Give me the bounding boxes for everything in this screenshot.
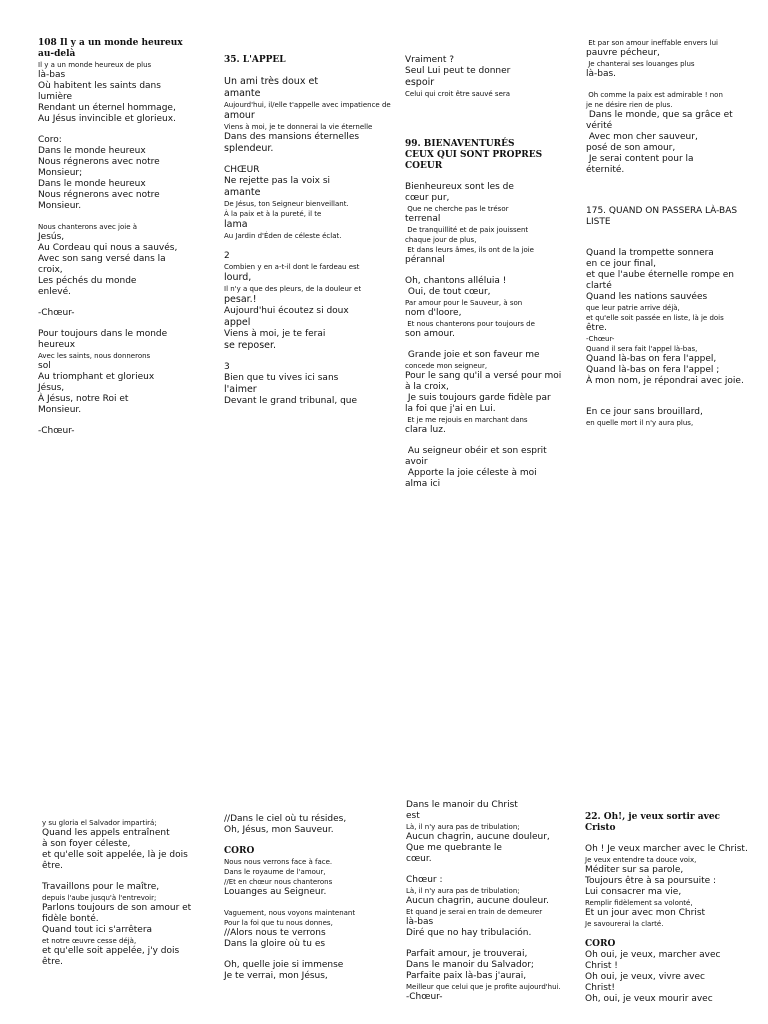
stanza-gap xyxy=(224,352,394,362)
lyric-line: Vaguement, nous voyons maintenant xyxy=(224,909,356,917)
lyric-line: Je savourerai la clarté. xyxy=(585,920,664,928)
top-column-1 xyxy=(38,38,198,437)
stanza-gap xyxy=(405,436,575,446)
lyric-line: Que ne cherche pas le trésor xyxy=(405,205,509,213)
stanza-gap xyxy=(586,176,751,186)
lyric-line: Dans le manoir du Christ xyxy=(406,800,518,810)
lyric-line: être. xyxy=(42,957,63,967)
lyric-line: Oh comme la paix est admirable ! non xyxy=(586,91,723,99)
bottom-column-2 xyxy=(224,814,394,982)
stanza-gap xyxy=(38,298,198,308)
lyric-line: Il n'y a que des pleurs, de la douleur et xyxy=(224,285,362,293)
lyric-line: Viens à moi, je te donnerai la vie éternelle xyxy=(224,123,373,131)
song-heading-line: Cristo xyxy=(585,823,616,833)
lyric-line: //Dans le ciel où tu résides, xyxy=(224,814,347,824)
lyric-line: se reposer. xyxy=(224,340,277,351)
lyric-line: Aujourd'hui écoutez si doux xyxy=(224,306,349,316)
lyric-line: Au Jardin d'Éden de céleste éclat. xyxy=(224,232,342,240)
lyric-line: Monsieur. xyxy=(38,405,82,415)
lyric-line: Au triomphant et glorieux xyxy=(38,372,155,382)
stanza-gap xyxy=(405,109,575,119)
lyric-line: Oh, chantons alléluia ! xyxy=(405,276,507,286)
lyric-line: Je chanterai ses louanges plus xyxy=(586,60,695,68)
lyric-line: Dans le monde heureux xyxy=(38,179,146,189)
lyric-line: Par amour pour le Sauveur, à son xyxy=(405,299,523,307)
lyric-line: Oh oui, je veux, marcher avec xyxy=(585,950,721,960)
lyric-line: Quand les appels entraînent xyxy=(42,828,170,838)
lyric-line: CHŒUR xyxy=(224,165,260,175)
lyric-line: Quand les nations sauvées xyxy=(586,292,708,302)
stanza-gap xyxy=(586,228,751,238)
lyric-line: son amour. xyxy=(405,329,455,339)
lyric-line: Au Cordeau qui nous a sauvés, xyxy=(38,243,178,253)
stanza-gap xyxy=(224,155,394,165)
lyric-line: Il y a un monde heureux de plus xyxy=(38,61,152,69)
top-column-4 xyxy=(586,38,751,428)
lyric-line: fidèle bonté. xyxy=(42,914,99,924)
lyric-line: chaque jour de plus, xyxy=(405,236,477,244)
lyric-line: Travaillons pour le maître, xyxy=(42,882,160,892)
stanza-gap xyxy=(38,125,198,135)
lyric-line: Et un jour avec mon Christ xyxy=(585,908,706,918)
stanza-gap xyxy=(405,119,575,129)
lyric-line: -Chœur- xyxy=(586,335,615,343)
stanza-gap xyxy=(405,172,575,182)
lyric-line: Seul Lui peut te donner xyxy=(405,66,511,76)
lyric-line: la foi que j'ai en Lui. xyxy=(405,404,496,414)
stanza-gap xyxy=(38,416,198,426)
lyric-line: Oh, Jésus, mon Sauveur. xyxy=(224,825,334,835)
song-heading-line: 22. Oh!, je veux sortir avec xyxy=(585,812,721,822)
lyric-line: À Jésus, notre Roi et xyxy=(38,394,129,404)
lyric-line: et qu'elle soit passée en liste, là je dois xyxy=(586,314,724,322)
lyric-line: à son foyer céleste, xyxy=(42,839,131,849)
lyric-line: Et je me rejouis en marchant dans xyxy=(405,416,528,424)
lyric-line: Je serai content pour la xyxy=(586,154,694,164)
lyric-line: clara luz. xyxy=(405,425,446,435)
lyric-line: Ne rejette pas la voix si xyxy=(224,176,331,186)
lyric-line: Quand tout ici s'arrêtera xyxy=(42,925,153,935)
stanza-gap xyxy=(224,241,394,251)
stanza-gap xyxy=(405,129,575,139)
stanza-gap xyxy=(42,872,212,882)
lyric-line: l'aimer xyxy=(224,384,257,395)
lyric-line: Je te verrai, mon Jésus, xyxy=(224,971,328,981)
lyric-line: cœur pur, xyxy=(405,193,450,203)
lyric-line: Christ! xyxy=(585,983,616,993)
lyric-line: enlevé. xyxy=(38,287,72,297)
lyric-line: cœur. xyxy=(406,854,432,864)
lyric-line: que leur patrie arrive déjà, xyxy=(586,304,680,312)
lyric-line: pesar.! xyxy=(224,294,257,305)
lyric-line: Rendant un éternel hommage, xyxy=(38,103,176,113)
lyric-line: amante xyxy=(224,88,261,99)
stanza-gap xyxy=(585,834,760,844)
lyric-line: Jesús, xyxy=(38,232,65,242)
lyric-line: alma ici xyxy=(405,479,441,489)
lyric-line: avoir xyxy=(405,457,428,467)
lyric-line: Méditer sur sa parole, xyxy=(585,865,684,875)
lyric-line: Là, il n'y aura pas de tribulation; xyxy=(406,823,520,831)
lyric-line: Et nous chanterons pour toujours de xyxy=(405,320,535,328)
lyric-line: Meilleur que celui que je profite aujourd'hui. xyxy=(406,983,561,991)
song-heading-line: au-delà xyxy=(38,49,76,59)
lyric-line: Parfait amour, je trouverai, xyxy=(406,949,528,959)
lyric-line: 175. QUAND ON PASSERA LÀ-BAS xyxy=(586,206,738,216)
stanza-gap xyxy=(224,950,394,960)
lyric-line: -Chœur- xyxy=(38,308,75,318)
lyric-line: Un ami très doux et xyxy=(224,76,319,87)
lyric-line: Quand la trompette sonnera xyxy=(586,248,714,258)
lyric-line: Lui consacrer ma vie, xyxy=(585,887,682,897)
lyric-line: lama xyxy=(224,219,248,230)
lyric-line: Et dans leurs âmes, ils ont de la joie xyxy=(405,246,534,254)
bottom-column-1 xyxy=(42,818,212,968)
lyric-line: Aujourd'hui, il/elle t'appelle avec impatience de xyxy=(224,101,391,109)
lyric-line: Apporte la joie céleste à moi xyxy=(405,468,537,478)
lyric-line: Avec mon cher sauveur, xyxy=(586,132,698,142)
song-heading-line: CEUX QUI SONT PROPRES xyxy=(405,150,543,160)
stanza-gap xyxy=(586,80,751,90)
lyric-line: là-bas. xyxy=(586,69,617,79)
lyric-line: Coro: xyxy=(38,135,62,145)
lyric-line: Viens à moi, je te ferai xyxy=(224,329,326,339)
lyric-line: Celui qui croit être sauvé sera xyxy=(405,90,511,98)
lyric-line: //Alors nous te verrons xyxy=(224,928,326,938)
lyric-line: Oh, quelle joie si immense xyxy=(224,960,344,970)
lyric-line: amour xyxy=(224,110,255,121)
stanza-gap xyxy=(38,212,198,222)
bottom-column-3 xyxy=(406,800,576,1003)
lyric-line: Nous chanterons avec joie à xyxy=(38,223,138,231)
lyric-line: Jésus, xyxy=(38,383,65,393)
lyric-line: Quand il sera fait l'appel là-bas, xyxy=(586,345,698,353)
stanza-gap xyxy=(586,186,751,196)
lyric-line: Avec les saints, nous donnerons xyxy=(38,352,151,360)
lyric-line: pauvre pécheur, xyxy=(586,48,660,58)
lyric-line: espoir xyxy=(405,77,435,88)
lyric-line: Oh, oui, je veux mourir avec xyxy=(585,994,713,1004)
lyric-line: Monsieur; xyxy=(38,168,83,178)
lyric-line: Oh ! Je veux marcher avec le Christ. xyxy=(585,844,748,854)
lyric-line: Que me quebrante le xyxy=(406,843,502,853)
lyric-line: Au Jésus invincible et glorieux. xyxy=(38,114,176,124)
lyric-line: Oui, de tout cœur, xyxy=(405,287,491,297)
stanza-gap xyxy=(586,397,751,407)
lyric-line: éternité. xyxy=(586,165,625,175)
lyric-line: clarté xyxy=(586,281,612,291)
song-heading-line: CORO xyxy=(224,846,255,856)
lyric-line: splendeur. xyxy=(224,143,274,154)
lyric-line: Monsieur. xyxy=(38,201,82,211)
lyric-line: Nous régnerons avec notre xyxy=(38,190,160,200)
lyric-line: et qu'elle soit appelée, là je dois xyxy=(42,850,188,860)
top-column-3 xyxy=(405,55,575,490)
lyric-line: À la paix et à la pureté, il te xyxy=(224,210,322,218)
lyric-line: là-bas xyxy=(38,70,66,80)
lyric-line: 2 xyxy=(224,251,230,261)
stanza-gap xyxy=(38,319,198,329)
lyric-line: Au seigneur obéir et son esprit xyxy=(405,446,547,456)
lyric-line: en quelle mort il n'y aura plus, xyxy=(586,419,694,427)
stanza-gap xyxy=(586,238,751,248)
lyric-line: depuis l'aube jusqu'à l'entrevoir; xyxy=(42,894,157,902)
lyric-line: //Et en chœur nous chanterons xyxy=(224,878,333,886)
lyric-line: à la croix, xyxy=(405,382,449,392)
lyric-line: nom d'loore, xyxy=(405,308,462,318)
lyric-line: Quand là-bas on fera l'appel ; xyxy=(586,365,720,375)
stanza-gap xyxy=(406,865,576,875)
lyric-line: Diré que no hay tribulación. xyxy=(406,928,532,938)
stanza-gap xyxy=(406,939,576,949)
top-column-2 xyxy=(224,55,394,407)
lyric-line: Dans le manoir du Salvador; xyxy=(406,960,534,970)
lyric-line: Pour la foi que tu nous donnes, xyxy=(224,919,333,927)
lyric-line: Les péchés du monde xyxy=(38,276,137,286)
lyric-line: Parfaite paix là-bas j'aurai, xyxy=(406,971,527,981)
lyric-line: terrenal xyxy=(405,214,441,224)
song-heading-line: 99. BIENAVENTURÉS xyxy=(405,139,515,149)
lyric-line: Chœur : xyxy=(406,875,443,885)
lyric-line: En ce jour sans brouillard, xyxy=(586,407,703,417)
stanza-gap xyxy=(585,929,760,939)
lyric-line: et qu'elle soit appelée, j'y dois xyxy=(42,946,180,956)
lyric-line: vérité xyxy=(586,121,613,131)
lyric-line: être. xyxy=(42,861,63,871)
lyric-line: Là, il n'y aura pas de tribulation; xyxy=(406,887,520,895)
stanza-gap xyxy=(405,340,575,350)
lyric-line: je ne désire rien de plus. xyxy=(586,101,673,109)
lyric-line: est xyxy=(406,811,420,821)
lyric-line: Je veux entendre ta douce voix, xyxy=(585,856,697,864)
lyric-line: Nous régnerons avec notre xyxy=(38,157,160,167)
lyric-line: Je suis toujours garde fidèle par xyxy=(405,393,551,403)
lyric-line: Christ ! xyxy=(585,961,618,971)
lyric-line: amante xyxy=(224,187,261,198)
lyric-line: De Jésus, ton Seigneur bienveillant. xyxy=(224,200,349,208)
lyric-line: -Chœur- xyxy=(406,992,443,1002)
lyric-line: Où habitent les saints dans xyxy=(38,81,161,91)
lyric-line: Grande joie et son faveur me xyxy=(405,350,540,360)
lyric-line: lourd, xyxy=(224,272,252,283)
lyric-line: Nous nous verrons face à face. xyxy=(224,858,333,866)
lyric-line: À mon nom, je répondrai avec joie. xyxy=(586,376,744,386)
lyric-line: posé de son amour, xyxy=(586,143,676,153)
lyric-line: -Chœur- xyxy=(38,426,75,436)
lyric-line: 3 xyxy=(224,362,230,372)
lyric-line: Dans des mansions éternelles xyxy=(224,132,360,142)
lyric-line: Avec son sang versé dans la xyxy=(38,254,166,264)
stanza-gap xyxy=(586,196,751,206)
lyric-line: Dans la gloire où tu es xyxy=(224,939,326,949)
lyric-line: Pour toujours dans le monde xyxy=(38,329,168,339)
lyric-line: et que l'aube éternelle rompe en xyxy=(586,270,734,280)
song-heading-line: 108 Il y a un monde heureux xyxy=(38,38,183,48)
lyric-line: concede mon seigneur, xyxy=(405,362,488,370)
stanza-gap xyxy=(224,836,394,846)
lyric-line: Combien y en a-t-il dont le fardeau est xyxy=(224,263,360,271)
lyric-line: Louanges au Seigneur. xyxy=(224,887,327,897)
lyric-line: Bien que tu vives ici sans xyxy=(224,373,339,383)
lyric-line: Et par son amour ineffable envers lui xyxy=(586,39,718,47)
lyric-line: là-bas xyxy=(406,917,434,927)
song-heading-line: 35. L'APPEL xyxy=(224,55,286,65)
song-heading-line: COEUR xyxy=(405,161,443,171)
stanza-gap xyxy=(586,387,751,397)
lyric-line: lumière xyxy=(38,92,73,102)
lyric-line: Aucun chagrin, aucune douleur. xyxy=(406,896,549,906)
lyric-line: LISTE xyxy=(586,217,611,227)
lyric-line: Dans le royaume de l'amour, xyxy=(224,868,326,876)
lyric-line: y su gloria el Salvador impartirá; xyxy=(42,819,157,827)
stanza-gap xyxy=(405,99,575,109)
lyric-line: Quand là-bas on fera l'appel, xyxy=(586,354,717,364)
lyric-line: heureux xyxy=(38,340,76,350)
lyric-line: appel xyxy=(224,317,251,328)
lyric-line: Dans le monde, que sa grâce et xyxy=(586,110,733,120)
lyric-line: Devant le grand tribunal, que xyxy=(224,396,358,406)
lyric-line: sol xyxy=(38,361,51,371)
lyric-line: Vraiment ? xyxy=(405,55,455,65)
song-heading-line: CORO xyxy=(585,939,616,949)
lyric-line: croix, xyxy=(38,265,63,275)
stanza-gap xyxy=(224,66,394,76)
lyric-line: Remplir fidèlement sa volonté, xyxy=(585,899,693,907)
lyric-line: et notre œuvre cesse déjà, xyxy=(42,937,137,945)
lyric-line: Bienheureux sont les de xyxy=(405,182,514,192)
lyric-line: Pour le sang qu'il a versé pour moi xyxy=(405,371,562,381)
lyric-line: Et quand je serai en train de demeurer xyxy=(406,908,543,916)
stanza-gap xyxy=(224,898,394,908)
lyric-line: pérannal xyxy=(405,255,445,265)
bottom-column-4 xyxy=(585,812,760,1005)
lyric-line: De tranquillité et de paix jouissent xyxy=(405,226,529,234)
lyric-line: Oh oui, je veux, vivre avec xyxy=(585,972,705,982)
lyric-line: Dans le monde heureux xyxy=(38,146,146,156)
lyric-line: Toujours être à sa poursuite : xyxy=(585,876,717,886)
stanza-gap xyxy=(405,266,575,276)
lyric-line: être. xyxy=(586,323,607,333)
lyric-line: Parlons toujours de son amour et xyxy=(42,903,192,913)
lyric-line: en ce jour final, xyxy=(586,259,656,269)
lyric-line: Aucun chagrin, aucune douleur, xyxy=(406,832,550,842)
